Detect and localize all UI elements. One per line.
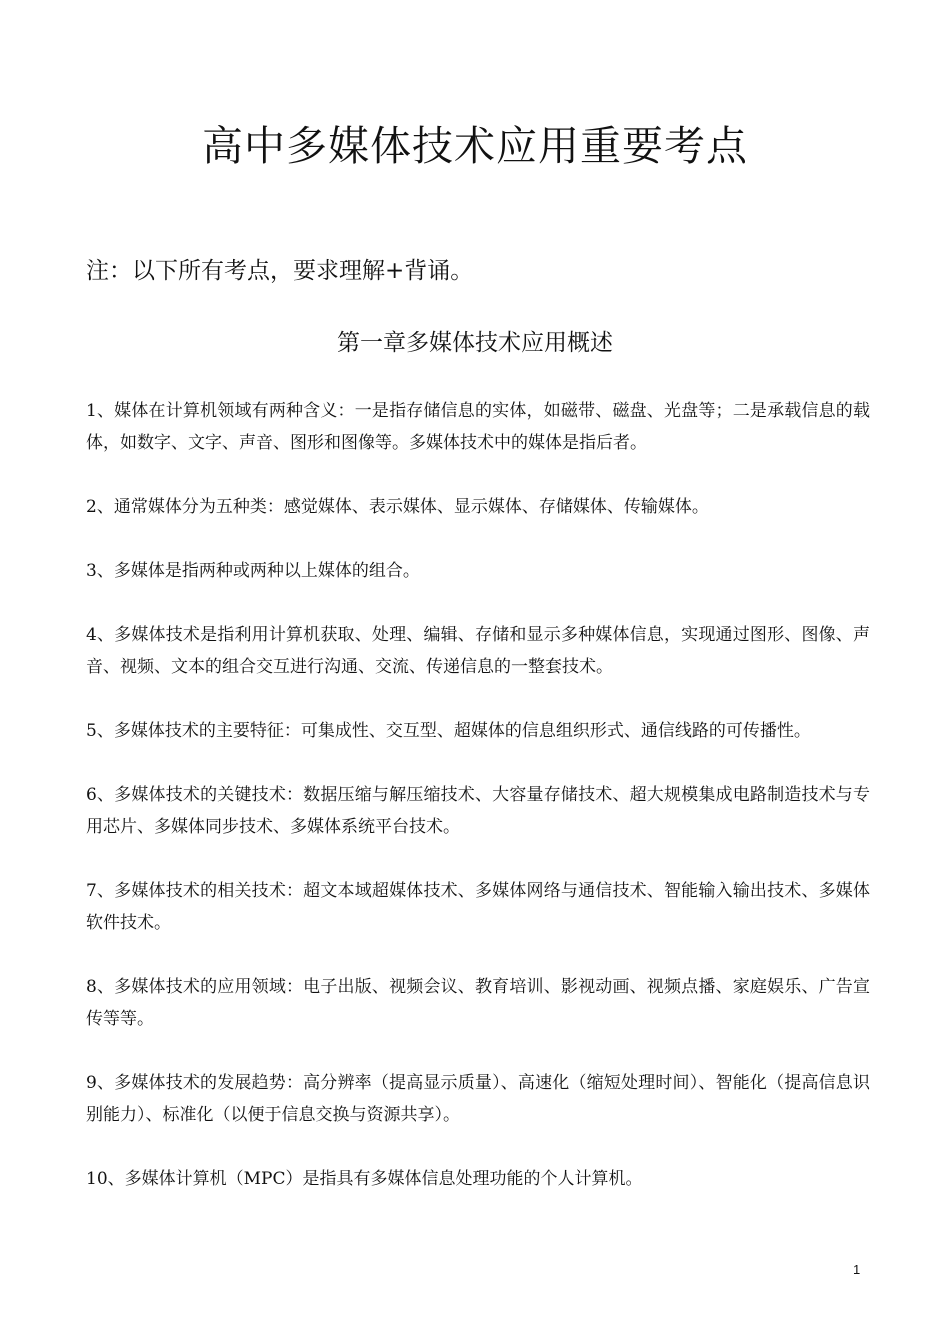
page-number: 1 — [853, 1262, 861, 1277]
key-point-item: 4、多媒体技术是指利用计算机获取、处理、编辑、存储和显示多种媒体信息，实现通过图形、图像、声音、视频、文本的组合交互进行沟通、交流、传递信息的一整套技术。 — [86, 625, 870, 677]
key-point-item: 6、多媒体技术的关键技术：数据压缩与解压缩技术、大容量存储技术、超大规模集成电路制造技术与专用芯片、多媒体同步技术、多媒体系统平台技术。 — [86, 785, 870, 837]
key-point-item: 8、多媒体技术的应用领域：电子出版、视频会议、教育培训、影视动画、视频点播、家庭娱乐、广告宣传等等。 — [86, 977, 870, 1029]
key-point-item: 9、多媒体技术的发展趋势：高分辨率（提高显示质量）、高速化（缩短处理时间）、智能化（提高信息识别能力）、标准化（以便于信息交换与资源共享）。 — [86, 1073, 870, 1125]
key-point-item: 10、多媒体计算机（MPC）是指具有多媒体信息处理功能的个人计算机。 — [86, 1169, 643, 1189]
key-point-item: 3、多媒体是指两种或两种以上媒体的组合。 — [86, 561, 420, 581]
key-point-item: 1、媒体在计算机领域有两种含义：一是指存储信息的实体，如磁带、磁盘、光盘等；二是承载信息的载体，如数字、文字、声音、图形和图像等。多媒体技术中的媒体是指后者。 — [86, 401, 870, 453]
document-title: 高中多媒体技术应用重要考点 — [202, 122, 748, 170]
key-point-item: 7、多媒体技术的相关技术：超文本域超媒体技术、多媒体网络与通信技术、智能输入输出技术、多媒体软件技术。 — [86, 881, 870, 933]
key-points-list — [86, 395, 870, 1227]
chapter-title: 第一章多媒体技术应用概述 — [337, 330, 613, 356]
key-point-item: 2、通常媒体分为五种类：感觉媒体、表示媒体、显示媒体、存储媒体、传输媒体。 — [86, 497, 709, 517]
key-point-item: 5、多媒体技术的主要特征：可集成性、交互型、超媒体的信息组织形式、通信线路的可传播性。 — [86, 721, 811, 741]
study-note: 注：以下所有考点，要求理解+背诵。 — [86, 258, 474, 284]
